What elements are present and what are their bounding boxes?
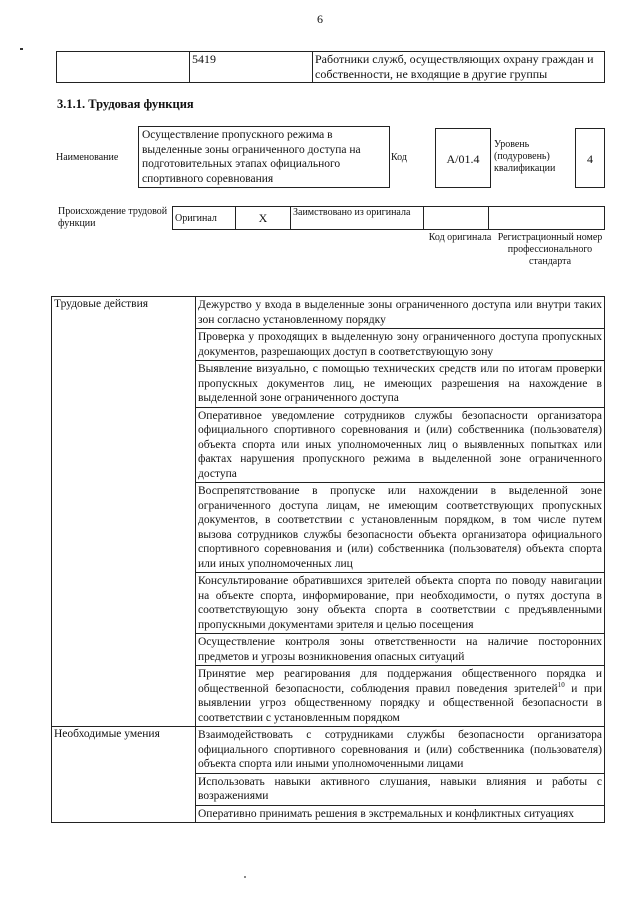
occupation-name: Работники служб, осуществляющих охрану граждан и собственности, не входящие в другие группы: [313, 52, 605, 83]
labor-action: Выявление визуально, с помощью технических средств или по итогам проверки пропускных документов лиц, не имеющих разрешения на нахождение в выделенной зоне ограниченного доступа: [196, 361, 605, 408]
function-name: Осуществление пропускного режима в выделенные зоны ограниченного доступа на подготовительных этапах официального спортивного соревнования: [138, 126, 390, 188]
scan-speck: [244, 876, 246, 878]
labor-action: [196, 666, 605, 727]
scan-speck: [20, 48, 23, 50]
borrowed-label: Заимствовано из оригинала: [291, 207, 424, 230]
original-mark: X: [236, 207, 291, 230]
labor-action: Консультирование обратившихся зрителей объекта спорта по поводу навигации на объекте спорта, информирование, при необходимости, о путях доступа в соответствующую зону объекта спорта в соответствии с предъявленными пропускными документами зрителя и целью посещения: [196, 573, 605, 634]
skill-item: Взаимодействовать с сотрудниками службы безопасности организатора официального спортивного соревнования и (или) собственника (пользователя) объекта спорта или иными уполномоченными лицами: [196, 727, 605, 774]
origin-table: [172, 206, 605, 230]
section-title: 3.1.1. Трудовая функция: [57, 97, 194, 111]
reg-number-cell: [489, 207, 605, 230]
labor-action: Осуществление контроля зоны ответственности на наличие посторонних предметов и угрозы возникновения опасных ситуаций: [196, 634, 605, 666]
labor-action: Воспрепятствование в пропуске или нахождении в выделенной зоне ограниченного доступа лицам, не имеющим соответствующих пропускных документов, в соответствии с установленным порядком, в том числе путем вызова сотрудников службы безопасности объекта организатора официального спортивного соревнования и (или) собственника (пользователя) объекта спорта или иных уполномоченных лиц: [196, 483, 605, 573]
labor-action-text: и при выявлении угроз общественному порядку и общественной безопасности в соответствии с установленным порядком: [198, 682, 602, 724]
skills-label: Необходимые умения: [52, 727, 196, 823]
occupation-code: 5419: [190, 52, 313, 83]
qualification-level: 4: [575, 128, 605, 188]
original-code-caption: Код оригинала: [428, 232, 492, 243]
skill-item: Использовать навыки активного слушания, навыки влияния и работы с возражениями: [196, 773, 605, 805]
occupation-empty-cell: [57, 52, 190, 83]
footnote-ref: 10: [557, 680, 565, 689]
labor-action-text: Принятие мер реагирования для поддержания общественного порядка и общественной безопасности, соблюдения правил поведения зрителей: [198, 668, 602, 695]
labor-action: Оперативное уведомление сотрудников службы безопасности организатора официального спортивного соревнования и (или) собственника (пользователя) объекта спорта или иных уполномоченных лиц о выявленных попытках или фактах нарушения пропускного режима в выделенной зоне ограниченного доступа: [196, 407, 605, 483]
labor-action: Дежурство у входа в выделенные зоны ограниченного доступа или внутри таких зон согласно установленному порядку: [196, 297, 605, 329]
function-content-table: [51, 296, 605, 823]
level-label: Уровень (подуровень) квалификации: [494, 139, 556, 174]
labor-action: Проверка у проходящих в выделенную зону ограниченного доступа пропускных документов, разрешающих доступ в соответствующую зону: [196, 329, 605, 361]
name-label: Наименование: [56, 152, 119, 163]
origin-label: Происхождение трудовой функции: [58, 206, 168, 229]
function-code: А/01.4: [435, 128, 491, 188]
skill-item: Оперативно принимать решения в экстремальных и конфликтных ситуациях: [196, 805, 605, 823]
original-code-cell: [424, 207, 489, 230]
code-label: Код: [391, 152, 407, 163]
occupation-table: [56, 51, 605, 83]
reg-number-caption: Регистрационный номер профессионального стандарта: [497, 232, 603, 267]
page-number: 6: [317, 12, 323, 26]
labor-actions-label: Трудовые действия: [52, 297, 196, 727]
original-label: Оригинал: [173, 207, 236, 230]
